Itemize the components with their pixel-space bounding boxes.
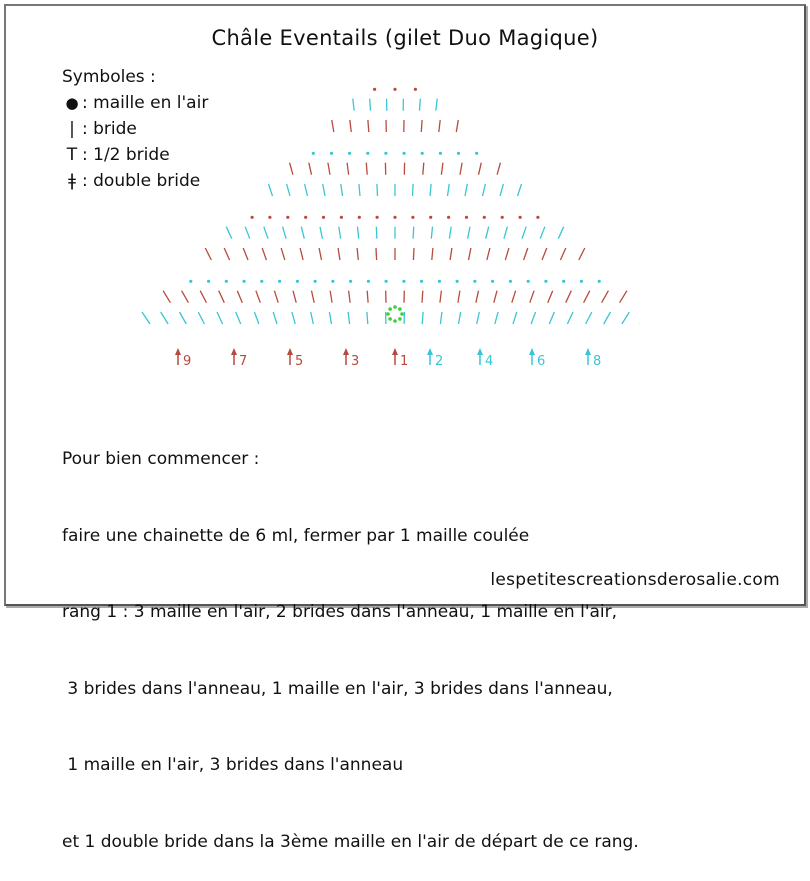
starting-ring-dot [400,312,404,316]
row-arrow-head [585,348,591,355]
stitch-stroke [586,312,592,324]
chain-stitch-dot [483,216,486,219]
stitch-stroke [323,184,325,196]
stitch-stroke [348,312,350,324]
treble-stitch-icon: | [62,116,82,142]
row-number-label: 3 [351,354,359,369]
chain-stitch-dot [473,280,476,283]
chain-stitch-dot [225,280,228,283]
row-number-label: 6 [537,354,545,369]
chain-stitch-dot [456,280,459,283]
chain-stitch-dot [314,280,317,283]
stitch-stroke [413,227,414,239]
stitch-stroke [441,163,443,175]
instructions-heading: Pour bien commencer : [62,447,639,473]
stitch-stroke [198,312,204,324]
stitch-stroke [468,227,470,239]
stitch-stroke [522,227,526,239]
stitch-stroke [497,163,500,175]
stitch-stroke [161,312,168,324]
stitch-stroke [448,184,450,196]
stitch-stroke [226,227,231,239]
chain-stitch-dot [509,280,512,283]
stitch-stroke [182,291,189,303]
stitch-stroke [180,312,187,324]
row-arrow-head [392,348,398,355]
stitch-stroke [273,312,277,324]
stitch-stroke [542,248,547,260]
stitch-stroke [524,248,528,260]
starting-ring-dot [386,312,390,316]
stitch-stroke [312,291,315,303]
stitch-stroke [495,312,498,324]
chain-stitch-dot [260,280,263,283]
stitch-stroke [236,312,241,324]
stitch-stroke [243,248,248,260]
stitch-stroke [353,99,354,111]
chain-stitch-dot [349,280,352,283]
chain-stitch-dot [312,152,315,155]
chain-stitch-dot [562,280,565,283]
starting-ring-dot [388,317,392,321]
stitch-stroke [584,291,590,303]
stitch-stroke [422,291,423,303]
chain-stitch-dot [207,280,210,283]
stitch-stroke [256,291,260,303]
stitch-stroke [217,312,223,324]
chain-stitch-dot [268,216,271,219]
chain-stitch-dot [331,280,334,283]
chain-stitch-dot [519,216,522,219]
instruction-line: et 1 double bride dans la 3ème maille en l'air de départ de ce rang. [62,830,639,856]
chain-stitch-dot [580,280,583,283]
row-arrow-head [287,348,293,355]
stitch-stroke [500,184,503,196]
legend-item-label: : double bride [82,168,200,194]
legend-item-label: : maille en l'air [82,90,208,116]
stitch-stroke [311,312,314,324]
stitch-stroke [338,248,340,260]
stitch-stroke [436,99,437,111]
stitch-stroke [281,248,285,260]
chain-stitch-dot [393,88,396,91]
stitch-stroke [494,291,497,303]
chain-stitch-dot [402,280,405,283]
chain-stitch-dot [491,280,494,283]
chain-stitch-dot-icon: ● [62,90,82,116]
stitch-stroke [287,184,290,196]
chain-stitch-dot [438,280,441,283]
stitch-stroke [422,312,423,324]
stitch-stroke [549,312,554,324]
instruction-line: 3 brides dans l'anneau, 1 maille en l'air, 3 brides dans l'anneau, [62,677,639,703]
stitch-stroke [513,312,517,324]
stitch-stroke [366,163,367,175]
starting-ring-dot [393,305,397,309]
double-treble-stitch-icon: ǂ [62,168,82,194]
stitch-stroke [620,291,627,303]
stitch-stroke [477,312,480,324]
chain-stitch-dot [457,152,460,155]
stitch-stroke [245,227,250,239]
stitch-stroke [579,248,585,260]
stitch-stroke [262,248,266,260]
stitch-stroke [301,227,304,239]
stitch-stroke [432,248,433,260]
stitch-stroke [341,184,343,196]
stitch-stroke [367,291,368,303]
chain-stitch-dot [358,216,361,219]
row-number-label: 8 [593,354,601,369]
stitch-stroke [219,291,225,303]
chain-stitch-dot [367,280,370,283]
page-title: Châle Eventails (gilet Duo Magique) [0,26,810,50]
chain-stitch-dot [421,152,424,155]
stitch-stroke [548,291,553,303]
chain-stitch-dot [414,88,417,91]
stitch-stroke [367,312,368,324]
stitch-stroke [309,163,312,175]
chain-stitch-dot [189,280,192,283]
chain-stitch-dot [465,216,468,219]
stitch-stroke [370,99,371,111]
stitch-stroke [449,227,451,239]
chain-stitch-dot [322,216,325,219]
stitch-stroke [329,312,331,324]
chain-stitch-dot [420,280,423,283]
stitch-stroke [459,312,461,324]
stitch-stroke [540,227,545,239]
stitch-stroke [237,291,242,303]
stitch-stroke [622,312,629,324]
stitch-stroke [413,248,414,260]
row-number-label: 7 [239,354,247,369]
legend-item-label: : 1/2 bride [82,142,170,168]
stitch-stroke [504,227,508,239]
stitch-stroke [224,248,229,260]
website-credit: lespetitescreationsderosalie.com [490,570,780,590]
stitch-stroke [305,184,308,196]
stitch-stroke [254,312,259,324]
instruction-line: 1 maille en l'air, 3 brides dans l'anneau [62,753,639,779]
chain-stitch-dot [501,216,504,219]
chain-stitch-dot [598,280,601,283]
row-number-label: 4 [485,354,493,369]
chain-stitch-dot [384,152,387,155]
stitch-stroke [476,291,479,303]
chain-stitch-dot [304,216,307,219]
stitch-stroke [566,291,572,303]
stitch-stroke [274,291,278,303]
stitch-stroke [420,99,421,111]
stitch-stroke [469,248,471,260]
row-number-label: 2 [435,354,443,369]
stitch-stroke [531,312,536,324]
stitch-stroke [376,248,377,260]
legend-heading: Symboles : [62,64,208,90]
stitch-stroke [142,312,150,324]
row-arrow-head [529,348,535,355]
stitch-stroke [205,248,211,260]
stitch-stroke [376,227,377,239]
stitch-stroke [487,248,490,260]
stitch-stroke [450,248,452,260]
chain-stitch-dot [243,280,246,283]
stitch-stroke [358,227,359,239]
stitch-stroke [456,120,458,132]
stitch-stroke [465,184,467,196]
row-number-label: 5 [295,354,303,369]
chain-stitch-dot [296,280,299,283]
stitch-stroke [604,312,611,324]
stitch-stroke [558,227,563,239]
stitch-stroke [512,291,516,303]
row-arrow-head [343,348,349,355]
stitch-stroke [458,291,460,303]
stitch-stroke [347,163,349,175]
chain-stitch-dot [439,152,442,155]
stitch-stroke [560,248,565,260]
stitch-stroke [530,291,534,303]
row-number-label: 1 [400,354,408,369]
stitch-stroke [421,120,422,132]
stitch-stroke [292,312,295,324]
legend-item-label: : bride [82,116,137,142]
row-arrow-head [427,348,433,355]
stitch-stroke [269,184,273,196]
stitch-stroke [290,163,293,175]
row-arrow-head [477,348,483,355]
chain-stitch-dot [348,152,351,155]
stitch-stroke [505,248,509,260]
starting-ring-dot [398,307,402,311]
chain-stitch-dot [376,216,379,219]
row-number-label: 9 [183,354,191,369]
chain-stitch-dot [366,152,369,155]
chain-stitch-dot [330,152,333,155]
chain-stitch-dot [373,88,376,91]
stitch-stroke [377,184,378,196]
chain-stitch-dot [286,216,289,219]
chain-stitch-dot [447,216,450,219]
stitch-stroke [518,184,522,196]
stitch-stroke [460,163,462,175]
chain-stitch-dot [385,280,388,283]
chain-stitch-dot [393,216,396,219]
stitch-stroke [567,312,573,324]
stitch-stroke [264,227,268,239]
stitch-stroke [483,184,486,196]
instructions-block [62,396,639,881]
chain-stitch-dot [527,280,530,283]
starting-ring-dot [398,317,402,321]
chain-stitch-dot [403,152,406,155]
stitch-stroke [330,291,332,303]
stitch-stroke [300,248,303,260]
stitch-stroke [439,120,440,132]
stitch-stroke [339,227,341,239]
stitch-stroke [440,291,442,303]
starting-ring-dot [388,307,392,311]
stitch-stroke [332,120,334,132]
stitch-stroke [283,227,287,239]
crochet-chart-diagram [140,62,640,382]
starting-ring-dot [393,319,397,323]
chain-stitch-dot [278,280,281,283]
stitch-stroke [431,227,432,239]
stitch-stroke [319,248,321,260]
stitch-stroke [413,184,414,196]
chain-stitch-dot [340,216,343,219]
chain-stitch-dot [544,280,547,283]
stitch-stroke [350,120,352,132]
stitch-stroke [320,227,322,239]
chain-stitch-dot [429,216,432,219]
row-arrow-head [175,348,181,355]
stitch-stroke [328,163,330,175]
stitch-stroke [293,291,296,303]
chain-stitch-dot [475,152,478,155]
chain-stitch-dot [251,216,254,219]
instruction-line: rang 1 : 3 maille en l'air, 2 brides dans l'anneau, 1 maille en l'air, [62,600,639,626]
row-arrow-head [231,348,237,355]
stitch-stroke [479,163,482,175]
stitch-stroke [357,248,358,260]
stitch-stroke [440,312,442,324]
stitch-stroke [486,227,489,239]
half-treble-stitch-icon: T [62,142,82,168]
stitch-stroke [423,163,424,175]
chain-stitch-dot [411,216,414,219]
stitch-stroke [163,291,170,303]
stitch-stroke [602,291,609,303]
chain-stitch-dot [536,216,539,219]
instruction-line: faire une chainette de 6 ml, fermer par 1 maille coulée [62,524,639,550]
stitch-stroke [359,184,360,196]
stitch-stroke [368,120,369,132]
stitch-stroke [200,291,206,303]
stitch-stroke [430,184,431,196]
stitch-stroke [349,291,351,303]
